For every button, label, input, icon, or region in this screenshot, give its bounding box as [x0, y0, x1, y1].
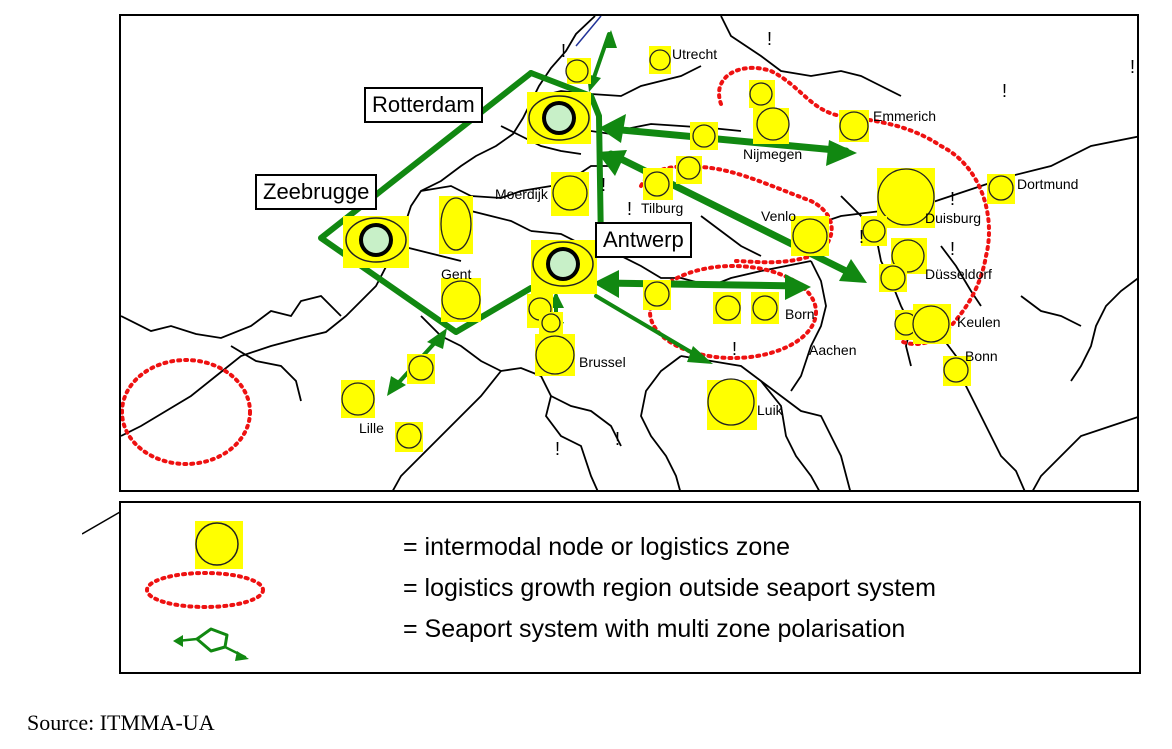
- source-caption: Source: ITMMA-UA: [27, 710, 215, 735]
- node-rotterdam-north: [566, 58, 591, 84]
- city-label-bonn: Bonn: [965, 348, 998, 364]
- legend-node-icon: [195, 521, 243, 569]
- map-marker: !: [859, 227, 865, 247]
- node-antwerp-south-2: [539, 312, 563, 336]
- map-marker: !: [767, 29, 773, 49]
- legend-region-label: = logistics growth region outside seaport system: [403, 574, 936, 602]
- port-label-antwerp: Antwerp: [595, 222, 692, 258]
- seaport-node-rotterdam: [527, 92, 591, 144]
- city-label-moerdijk: Moerdijk: [495, 186, 548, 202]
- node-lille-south: [395, 422, 423, 452]
- node-nijmegen-1: [749, 80, 775, 108]
- node-brussel: [535, 334, 575, 376]
- node-venlo: [791, 216, 829, 256]
- map-marker: !: [732, 339, 738, 359]
- seaport-node-zeebrugge: [343, 216, 409, 268]
- legend-node-label: = intermodal node or logistics zone: [403, 533, 791, 561]
- node-moerdijk: [551, 172, 589, 216]
- map-marker: !: [1130, 57, 1136, 77]
- city-label-venlo: Venlo: [761, 208, 797, 224]
- node-gent: [441, 278, 481, 322]
- node-tilburg: [643, 168, 673, 200]
- map-marker: !: [1002, 81, 1008, 101]
- map-panel: [119, 14, 1139, 492]
- city-label-lille: Lille: [359, 420, 384, 436]
- map-marker: !: [601, 175, 607, 195]
- stray-border-line: [82, 508, 122, 538]
- corridor-rotterdam-nijmegen: [611, 129, 846, 151]
- node-nijmegen-3: [690, 122, 718, 150]
- node-nijmegen-2: [753, 108, 789, 144]
- city-label-gent: Gent: [441, 266, 472, 282]
- node-luik: [707, 379, 757, 430]
- node-brabant: [676, 156, 702, 184]
- city-label-born: Born: [785, 306, 815, 322]
- seaport-node-antwerp: [531, 240, 597, 294]
- node-zeebrugge-east: [439, 196, 473, 254]
- map-marker: !: [950, 189, 956, 209]
- legend-seaport-icon: [173, 629, 249, 661]
- legend-panel: [119, 501, 1141, 674]
- city-label-aachen: Aachen: [809, 342, 857, 358]
- city-label-luik: Luik: [757, 402, 783, 418]
- node-limburg-1: [643, 280, 671, 310]
- city-label-tilburg: Tilburg: [641, 200, 684, 216]
- city-label-emmerich: Emmerich: [873, 108, 937, 124]
- city-label-nijmegen: Nijmegen: [743, 146, 803, 162]
- port-label-rotterdam: Rotterdam: [364, 87, 483, 123]
- city-label-keulen: Keulen: [957, 314, 1001, 330]
- node-keulen-2: [913, 304, 951, 344]
- legend-region-icon: [147, 573, 263, 607]
- node-utrecht: [649, 46, 671, 74]
- corridor-antwerp-born: [603, 283, 801, 286]
- map-marker: !: [950, 239, 956, 259]
- node-limburg-2: [713, 292, 741, 324]
- node-born: [751, 292, 779, 324]
- map-marker: !: [561, 41, 567, 61]
- legend-seaport-label: = Seaport system with multi zone polarisation: [403, 615, 906, 643]
- map-marker: !: [555, 439, 561, 459]
- city-label-duisburg: Duisburg: [925, 210, 982, 226]
- port-label-zeebrugge: Zeebrugge: [255, 174, 377, 210]
- node-lille: [341, 380, 375, 418]
- node-dusseldorf-2: [879, 264, 907, 292]
- node-dortmund: [987, 174, 1015, 204]
- growth-region-lille: [122, 360, 250, 464]
- city-label-dusseldorf: Düsseldorf: [925, 266, 992, 282]
- city-label-brussel: Brussel: [579, 354, 626, 370]
- map-marker: !: [627, 199, 633, 219]
- map-marker: !: [615, 429, 621, 449]
- node-lille-north: [407, 354, 435, 384]
- city-label-utrecht: Utrecht: [672, 46, 718, 62]
- node-emmerich: [839, 110, 869, 142]
- city-label-dortmund: Dortmund: [1017, 176, 1079, 192]
- node-duisburg-west: [861, 216, 887, 246]
